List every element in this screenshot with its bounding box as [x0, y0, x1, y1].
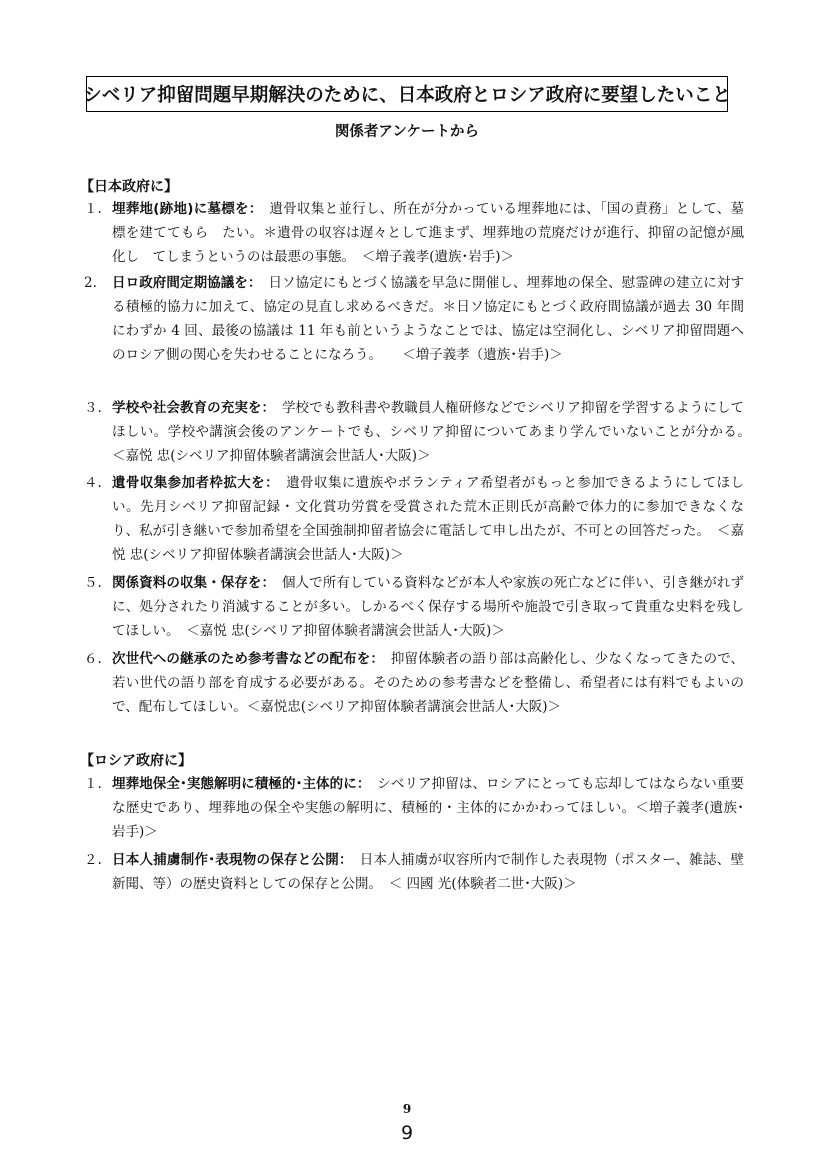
- request-item: [84, 471, 744, 567]
- item-body: 抑留体験者の語り部は高齢化し、少なくなってきたので、若い世代の語り部を育成する必要がある。そのための参考書などを整備し、希望者には有料でもよいので、配布してほしい。＜嘉悦忠(シベリア抑留体験者講演会世話人･大阪)＞: [112, 651, 745, 715]
- item-number: １.: [84, 776, 102, 792]
- item-heading: 次世代への継承のため参考書などの配布を：: [112, 651, 378, 667]
- request-item: [84, 647, 744, 719]
- item-number: １.: [84, 201, 102, 217]
- item-heading: 埋葬地(跡地)に墓標を：: [112, 201, 256, 217]
- section-heading-russia: 【ロシア政府に】: [80, 753, 192, 769]
- item-body: シベリア抑留は、ロシアにとっても忘却してはならない重要な歴史であり、埋葬地の保全や実態の解明に、積極的・主体的にかかわってほしい。＜増子義孝(遺族･岩手)＞: [112, 776, 744, 840]
- item-heading: 学校や社会教育の充実を：: [112, 400, 269, 416]
- item-heading: 日ロ政府間定期協議を：: [112, 275, 255, 291]
- item-heading: 関係資料の収集・保存を：: [112, 575, 269, 591]
- item-number: ４.: [84, 475, 102, 491]
- item-number: 2.: [84, 275, 97, 291]
- request-item: [84, 396, 758, 468]
- request-item: [84, 571, 744, 643]
- request-item: [84, 271, 744, 367]
- item-heading: 埋葬地保全･実態解明に積極的･主体的に：: [112, 776, 364, 792]
- request-item: [84, 772, 744, 844]
- item-heading: 遺骨収集参加者枠拡大を：: [112, 475, 273, 491]
- item-number: ６.: [84, 651, 102, 667]
- document-title-text: シベリア抑留問題早期解決のために、日本政府とロシア政府に要望したいこと: [83, 85, 731, 106]
- item-body: 日本人捕虜が収容所内で制作した表現物（ポスター、雑誌、壁新聞、等）の歴史資料としての保存と公開。 ＜ 四國 光(体験者二世･大阪)＞: [112, 852, 744, 892]
- item-number: ５.: [84, 575, 102, 591]
- item-body: 学校でも教科書や教職員人権研修などでシベリア抑留を学習するようにしてほしい。学校や講演会後のアンケートでも、シベリア抑留についてあまり学んでいないことが分かる。 ＜嘉悦 忠(シベリア抑留体験者講演会世話人･大阪)＞: [112, 400, 758, 464]
- item-body: 個人で所有している資料などが本人や家族の死亡などに伴い、引き継がれずに、処分されたり消滅することが多い。しかるべく保存する場所や施設で引き取って貴重な史料を残してほしい。 ＜嘉悦 忠(シベリア抑留体験者講演会世話人･大阪)＞: [112, 575, 744, 639]
- item-body: 遺骨収集と並行し、所在が分かっている埋葬地には、「国の責務」として、墓標を建ててもら たい。＊遺骨の収容は遅々として進まず、埋葬地の荒廃だけが進行、抑留の記憶が風化し てしまうというのは最悪の事態。 ＜増子義孝(遺族･岩手)＞: [112, 201, 744, 265]
- request-item: [84, 197, 744, 269]
- request-item: [84, 848, 744, 896]
- item-number: ２.: [84, 852, 102, 868]
- document-title: [83, 76, 731, 112]
- document-subtitle: 関係者アンケートから: [334, 124, 480, 140]
- page-number-large: 9: [400, 1122, 414, 1144]
- section-heading-japan: 【日本政府に】: [80, 179, 178, 195]
- item-body: 日ソ協定にもとづく協議を早急に開催し、埋葬地の保全、慰霊碑の建立に対する積極的協力に加えて、協定の見直し求めるべきだ。＊日ソ協定にもとづく政府間協議が過去 30 年間にわずか 4 回、最後の協議は 11 年も前というようなことでは、協定は空洞化し、シベリア抑留問題へのロシア側の関心を失わせることになろう。 ＜増子義孝（遺族･岩手)＞: [112, 275, 745, 363]
- item-heading: 日本人捕虜制作･表現物の保存と公開：: [112, 852, 347, 868]
- page-number-small: 9: [402, 1102, 412, 1116]
- item-number: ３.: [84, 400, 102, 416]
- item-body: 遺骨収集に遺族やボランティア希望者がもっと参加できるようにしてほしい。先月シベリア抑留記録・文化賞功労賞を受賞された荒木正則氏が高齢で体力的に参加できなくなり、私が引き継いで参加希望を全国強制抑留者協会に電話して申し出たが、不可との回答だった。 ＜嘉悦 忠(シベリア抑留体験者講演会世話人･大阪)＞: [112, 475, 745, 563]
